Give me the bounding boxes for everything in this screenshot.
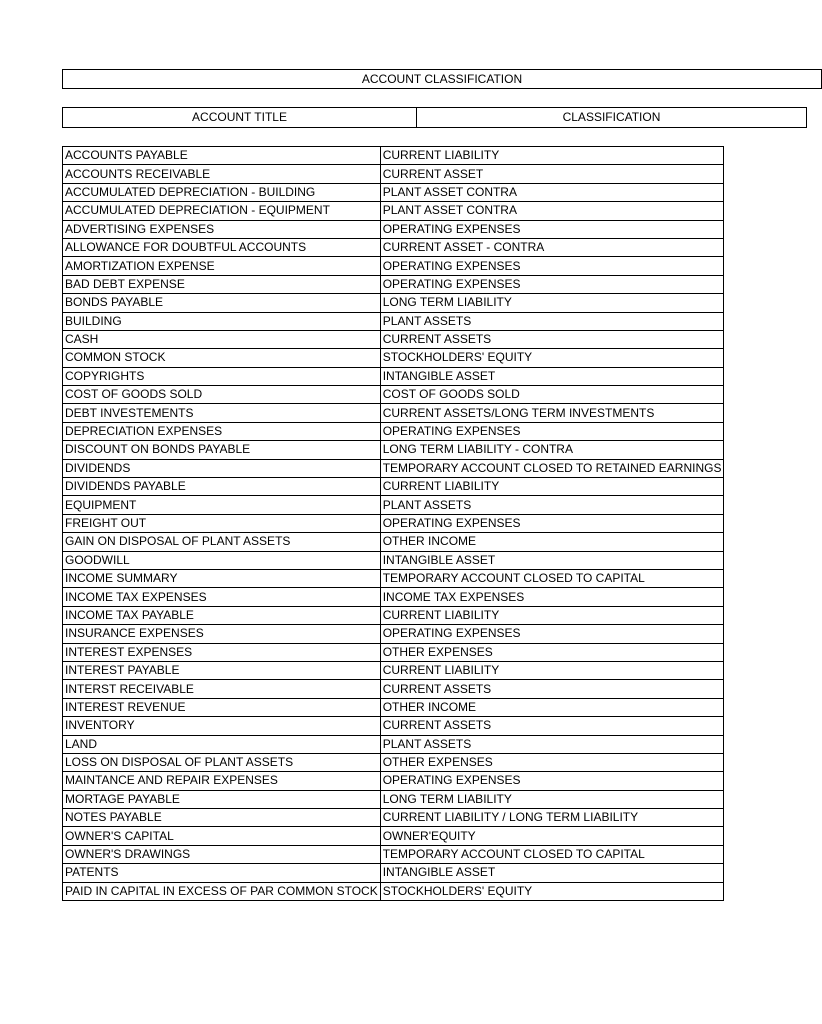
classification-cell[interactable]: COST OF GOODS SOLD <box>380 386 724 404</box>
table-row <box>63 845 724 863</box>
classification-cell[interactable]: CURRENT LIABILITY <box>380 606 724 624</box>
table-row <box>63 698 724 716</box>
table-row <box>63 533 724 551</box>
account-title-cell[interactable]: INTEREST REVENUE <box>63 698 381 716</box>
table-row <box>63 165 724 183</box>
account-title-cell[interactable]: OWNER'S CAPITAL <box>63 827 381 845</box>
account-title-cell[interactable]: LAND <box>63 735 381 753</box>
table-row <box>63 478 724 496</box>
classification-cell[interactable]: CURRENT ASSETS/LONG TERM INVESTMENTS <box>380 404 724 422</box>
table-row <box>63 367 724 385</box>
account-title-cell[interactable]: ACCOUNTS PAYABLE <box>63 147 381 165</box>
classification-cell[interactable]: STOCKHOLDERS' EQUITY <box>380 349 724 367</box>
classification-cell[interactable]: CURRENT ASSET <box>380 165 724 183</box>
classification-cell[interactable]: OPERATING EXPENSES <box>380 625 724 643</box>
account-title-cell[interactable]: INVENTORY <box>63 717 381 735</box>
classification-cell[interactable]: OPERATING EXPENSES <box>380 275 724 293</box>
account-title-cell[interactable]: DIVIDENDS <box>63 459 381 477</box>
account-title-cell[interactable]: BUILDING <box>63 312 381 330</box>
classification-cell[interactable]: PLANT ASSET CONTRA <box>380 183 724 201</box>
classification-cell[interactable]: CURRENT ASSETS <box>380 717 724 735</box>
classification-cell[interactable]: OTHER EXPENSES <box>380 643 724 661</box>
classification-cell[interactable]: TEMPORARY ACCOUNT CLOSED TO RETAINED EARNINGS <box>380 459 724 477</box>
account-title-cell[interactable]: ACCUMULATED DEPRECIATION - EQUIPMENT <box>63 202 381 220</box>
classification-cell[interactable]: TEMPORARY ACCOUNT CLOSED TO CAPITAL <box>380 569 724 587</box>
account-title-cell[interactable]: COMMON STOCK <box>63 349 381 367</box>
account-title-cell[interactable]: PAID IN CAPITAL IN EXCESS OF PAR COMMON STOCK <box>63 882 381 900</box>
table-row <box>63 202 724 220</box>
table-row <box>63 882 724 900</box>
account-title-cell[interactable]: BAD DEBT EXPENSE <box>63 275 381 293</box>
classification-cell[interactable]: STOCKHOLDERS' EQUITY <box>380 882 724 900</box>
account-title-cell[interactable]: MAINTANCE AND REPAIR EXPENSES <box>63 772 381 790</box>
classification-cell[interactable]: CURRENT LIABILITY / LONG TERM LIABILITY <box>380 809 724 827</box>
account-title-cell[interactable]: ADVERTISING EXPENSES <box>63 220 381 238</box>
account-title-cell[interactable]: INTEREST EXPENSES <box>63 643 381 661</box>
classification-cell[interactable]: PLANT ASSET CONTRA <box>380 202 724 220</box>
table-row <box>63 183 724 201</box>
account-title-cell[interactable]: COST OF GOODS SOLD <box>63 386 381 404</box>
table-row <box>63 459 724 477</box>
table-row <box>63 386 724 404</box>
account-title-cell[interactable]: PATENTS <box>63 864 381 882</box>
account-title-cell[interactable]: COPYRIGHTS <box>63 367 381 385</box>
table-row <box>63 294 724 312</box>
classification-cell[interactable]: CURRENT ASSET - CONTRA <box>380 238 724 256</box>
table-row <box>63 606 724 624</box>
header-row <box>62 107 807 128</box>
table-row <box>63 772 724 790</box>
classification-cell[interactable]: OPERATING EXPENSES <box>380 514 724 532</box>
table-row <box>63 422 724 440</box>
account-title-cell[interactable]: EQUIPMENT <box>63 496 381 514</box>
classification-cell[interactable]: LONG TERM LIABILITY - CONTRA <box>380 441 724 459</box>
account-title-cell[interactable]: MORTAGE PAYABLE <box>63 790 381 808</box>
classification-cell[interactable]: OTHER INCOME <box>380 533 724 551</box>
account-title-cell[interactable]: OWNER'S DRAWINGS <box>63 845 381 863</box>
table-row <box>63 257 724 275</box>
classification-cell[interactable]: PLANT ASSETS <box>380 496 724 514</box>
account-title-cell[interactable]: CASH <box>63 330 381 348</box>
classification-cell[interactable]: OPERATING EXPENSES <box>380 772 724 790</box>
account-title-cell[interactable]: DIVIDENDS PAYABLE <box>63 478 381 496</box>
table-row <box>63 220 724 238</box>
table-row <box>63 147 724 165</box>
account-title-cell[interactable]: ACCOUNTS RECEIVABLE <box>63 165 381 183</box>
classification-cell[interactable]: INTANGIBLE ASSET <box>380 367 724 385</box>
account-title-cell[interactable]: GAIN ON DISPOSAL OF PLANT ASSETS <box>63 533 381 551</box>
classification-cell[interactable]: OTHER EXPENSES <box>380 753 724 771</box>
classification-cell[interactable]: CURRENT LIABILITY <box>380 661 724 679</box>
table-row <box>63 275 724 293</box>
table-row <box>63 514 724 532</box>
table-row <box>63 238 724 256</box>
table-row <box>63 588 724 606</box>
account-title-cell[interactable]: DEPRECIATION EXPENSES <box>63 422 381 440</box>
table-row <box>63 717 724 735</box>
classification-cell[interactable]: LONG TERM LIABILITY <box>380 294 724 312</box>
header-classification: CLASSIFICATION <box>417 107 807 128</box>
sheet-title: ACCOUNT CLASSIFICATION <box>62 69 822 89</box>
header-account-title: ACCOUNT TITLE <box>62 107 417 128</box>
account-title-cell[interactable]: BONDS PAYABLE <box>63 294 381 312</box>
account-title-cell[interactable]: DEBT INVESTEMENTS <box>63 404 381 422</box>
account-title-cell[interactable]: INSURANCE EXPENSES <box>63 625 381 643</box>
table-row <box>63 661 724 679</box>
table-row <box>63 790 724 808</box>
classification-cell[interactable]: CURRENT LIABILITY <box>380 147 724 165</box>
classification-cell[interactable]: OPERATING EXPENSES <box>380 220 724 238</box>
account-title-cell[interactable]: INCOME TAX EXPENSES <box>63 588 381 606</box>
classification-cell[interactable]: OWNER'EQUITY <box>380 827 724 845</box>
account-title-cell[interactable]: INTERST RECEIVABLE <box>63 680 381 698</box>
account-title-cell[interactable]: GOODWILL <box>63 551 381 569</box>
account-title-cell[interactable]: ALLOWANCE FOR DOUBTFUL ACCOUNTS <box>63 238 381 256</box>
classification-cell[interactable]: CURRENT LIABILITY <box>380 478 724 496</box>
table-row <box>63 827 724 845</box>
spreadsheet-page <box>62 0 722 1024</box>
classification-cell[interactable]: CURRENT ASSETS <box>380 680 724 698</box>
account-title-cell[interactable]: DISCOUNT ON BONDS PAYABLE <box>63 441 381 459</box>
table-row <box>63 330 724 348</box>
table-row <box>63 496 724 514</box>
table-row <box>63 809 724 827</box>
account-table <box>62 146 724 901</box>
account-title-cell[interactable]: LOSS ON DISPOSAL OF PLANT ASSETS <box>63 753 381 771</box>
account-title-cell[interactable]: INTEREST PAYABLE <box>63 661 381 679</box>
classification-cell[interactable]: INCOME TAX EXPENSES <box>380 588 724 606</box>
classification-cell[interactable]: INTANGIBLE ASSET <box>380 551 724 569</box>
table-row <box>63 643 724 661</box>
table-row <box>63 680 724 698</box>
table-row <box>63 349 724 367</box>
classification-cell[interactable]: OPERATING EXPENSES <box>380 257 724 275</box>
classification-cell[interactable]: LONG TERM LIABILITY <box>380 790 724 808</box>
classification-cell[interactable]: INTANGIBLE ASSET <box>380 864 724 882</box>
classification-cell[interactable]: TEMPORARY ACCOUNT CLOSED TO CAPITAL <box>380 845 724 863</box>
account-title-cell[interactable]: FREIGHT OUT <box>63 514 381 532</box>
account-title-cell[interactable]: NOTES PAYABLE <box>63 809 381 827</box>
table-row <box>63 864 724 882</box>
classification-cell[interactable]: PLANT ASSETS <box>380 312 724 330</box>
account-title-cell[interactable]: INCOME SUMMARY <box>63 569 381 587</box>
classification-cell[interactable]: CURRENT ASSETS <box>380 330 724 348</box>
table-row <box>63 404 724 422</box>
classification-cell[interactable]: OTHER INCOME <box>380 698 724 716</box>
table-row <box>63 551 724 569</box>
account-table-body <box>63 147 724 901</box>
table-row <box>63 312 724 330</box>
table-row <box>63 625 724 643</box>
account-title-cell[interactable]: ACCUMULATED DEPRECIATION - BUILDING <box>63 183 381 201</box>
classification-cell[interactable]: PLANT ASSETS <box>380 735 724 753</box>
table-row <box>63 441 724 459</box>
table-row <box>63 735 724 753</box>
account-title-cell[interactable]: INCOME TAX PAYABLE <box>63 606 381 624</box>
classification-cell[interactable]: OPERATING EXPENSES <box>380 422 724 440</box>
table-row <box>63 569 724 587</box>
account-title-cell[interactable]: AMORTIZATION EXPENSE <box>63 257 381 275</box>
table-row <box>63 753 724 771</box>
